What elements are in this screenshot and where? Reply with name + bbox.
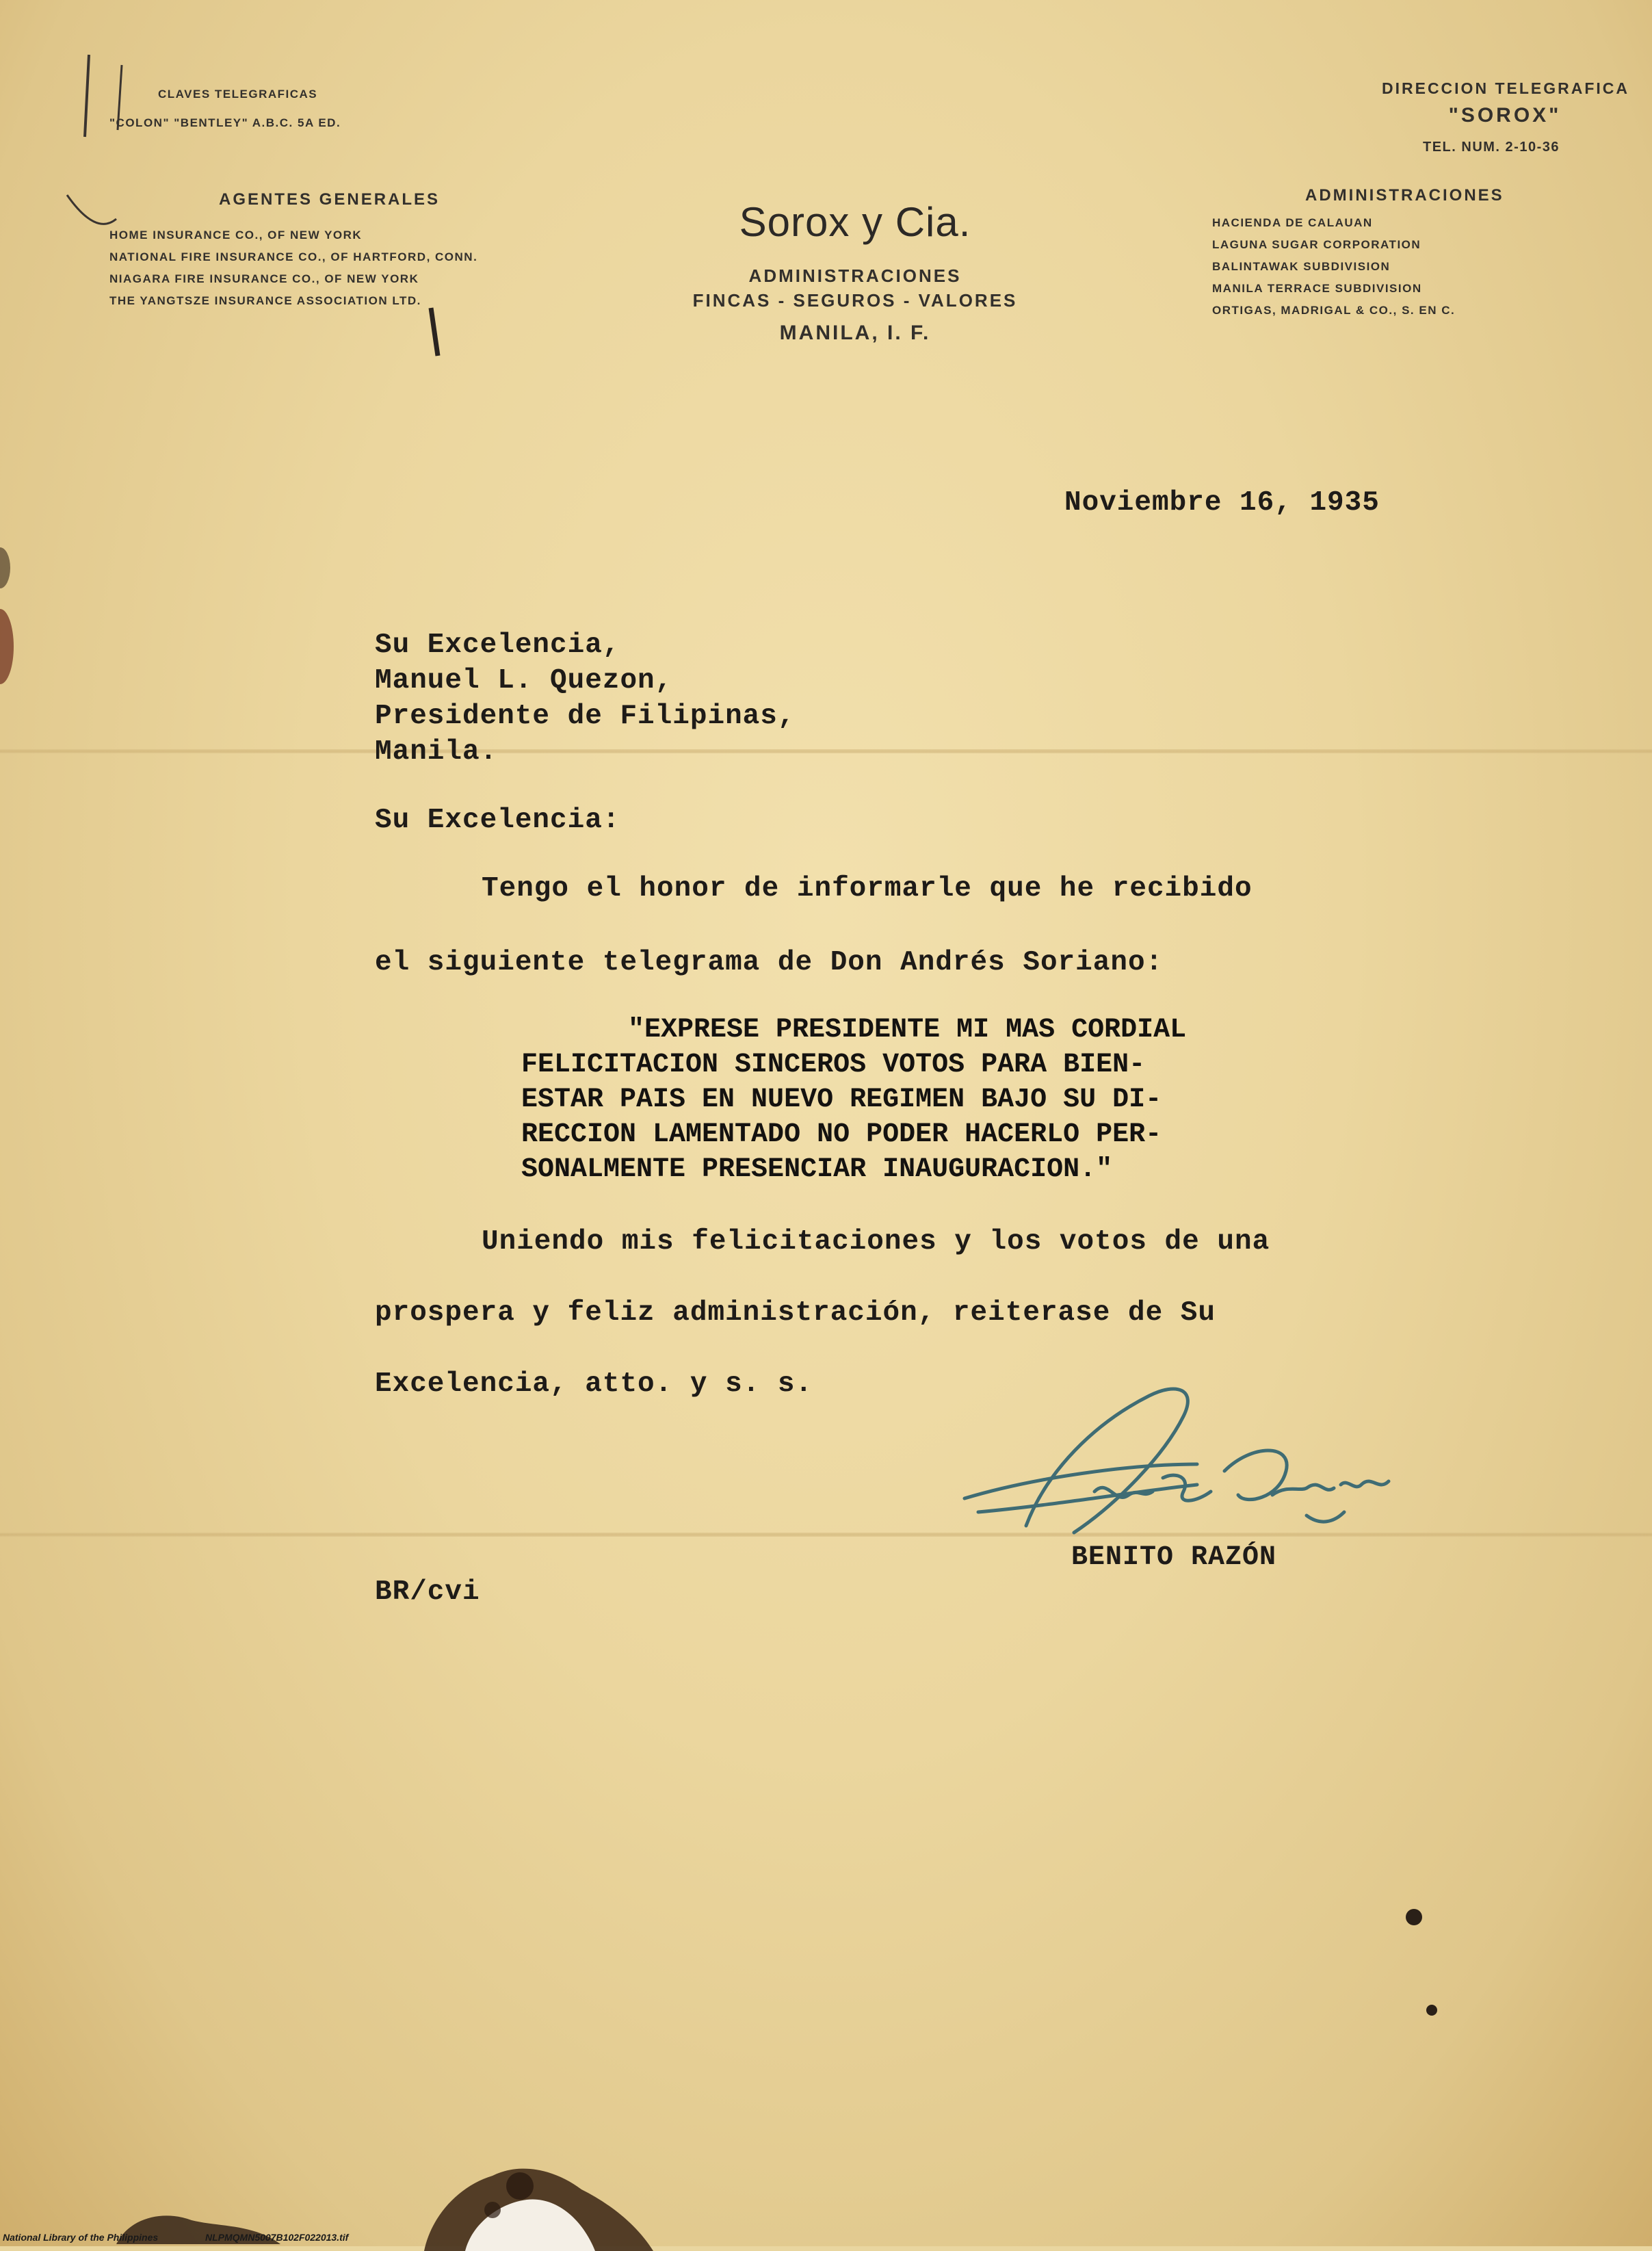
- telegraph-codes: "COLON" "BENTLEY" A.B.C. 5A ED.: [109, 116, 341, 129]
- telegram-line: FELICITACION SINCEROS VOTOS PARA BIEN-: [521, 1050, 1146, 1080]
- edge-stain: [0, 609, 14, 684]
- recipient-line: Su Excelencia,: [375, 629, 620, 661]
- telegram-line: RECCION LAMENTADO NO PODER HACERLO PER-: [521, 1119, 1162, 1150]
- administration-item: BALINTAWAK SUBDIVISION: [1212, 260, 1391, 273]
- paragraph-line: el siguiente telegrama de Don Andrés Soriano:: [375, 947, 1164, 978]
- signatory-name: BENITO RAZÓN: [1071, 1542, 1277, 1573]
- burn-damage: [383, 2121, 670, 2251]
- administration-item: MANILA TERRACE SUBDIVISION: [1212, 282, 1422, 295]
- paragraph-line: prospera y feliz administración, reiterase de Su: [375, 1297, 1216, 1329]
- agent-item: HOME INSURANCE CO., OF NEW YORK: [109, 229, 363, 242]
- agent-item: THE YANGTSZE INSURANCE ASSOCIATION LTD.: [109, 294, 421, 307]
- ink-spot: [1406, 1909, 1422, 1925]
- paper-fold-line: [0, 749, 1652, 753]
- telegraph-codes-title: CLAVES TELEGRAFICAS: [158, 88, 318, 101]
- administrations-title: ADMINISTRACIONES: [1305, 186, 1504, 205]
- agent-item: NIAGARA FIRE INSURANCE CO., OF NEW YORK: [109, 272, 419, 285]
- recipient-line: Presidente de Filipinas,: [375, 701, 796, 732]
- agent-item: NATIONAL FIRE INSURANCE CO., OF HARTFORD, CONN.: [109, 250, 478, 263]
- edge-stain: [0, 547, 10, 588]
- telegram-line: "EXPRESE PRESIDENTE MI MAS CORDIAL: [628, 1015, 1187, 1045]
- pencil-marks: [0, 0, 493, 369]
- telegraph-address: "SOROX": [1448, 104, 1562, 127]
- paragraph-line: Tengo el honor de informarle que he recibido: [482, 873, 1253, 905]
- company-city: MANILA, I. F.: [779, 322, 931, 344]
- administration-item: HACIENDA DE CALAUAN: [1212, 216, 1373, 229]
- company-line2: FINCAS - SEGUROS - VALORES: [692, 290, 1018, 311]
- salutation: Su Excelencia:: [375, 805, 620, 836]
- company-line1: ADMINISTRACIONES: [748, 265, 962, 286]
- phone-number: TEL. NUM. 2-10-36: [1423, 140, 1560, 155]
- paragraph-line: Uniendo mis felicitaciones y los votos de una: [482, 1226, 1270, 1258]
- reference-initials: BR/cvi: [375, 1576, 480, 1608]
- telegraph-address-title: DIRECCION TELEGRAFICA: [1382, 79, 1629, 97]
- recipient-line: Manila.: [375, 736, 498, 768]
- archive-file-id: NLPMQMN5007B102F022013.tif: [205, 2232, 349, 2243]
- telegram-line: ESTAR PAIS EN NUEVO REGIMEN BAJO SU DI-: [521, 1084, 1162, 1115]
- telegram-line: SONALMENTE PRESENCIAR INAUGURACION.": [521, 1154, 1113, 1185]
- recipient-line: Manuel L. Quezon,: [375, 665, 673, 697]
- archive-library-label: National Library of the Philippines: [3, 2232, 159, 2243]
- company-name: Sorox y Cia.: [739, 199, 971, 245]
- ink-spot: [1426, 2005, 1437, 2016]
- administration-item: LAGUNA SUGAR CORPORATION: [1212, 238, 1421, 251]
- paragraph-line: Excelencia, atto. y s. s.: [375, 1368, 813, 1400]
- administration-item: ORTIGAS, MADRIGAL & CO., S. EN C.: [1212, 304, 1456, 317]
- letter-date: Noviembre 16, 1935: [1064, 487, 1380, 519]
- agents-title: AGENTES GENERALES: [219, 190, 441, 209]
